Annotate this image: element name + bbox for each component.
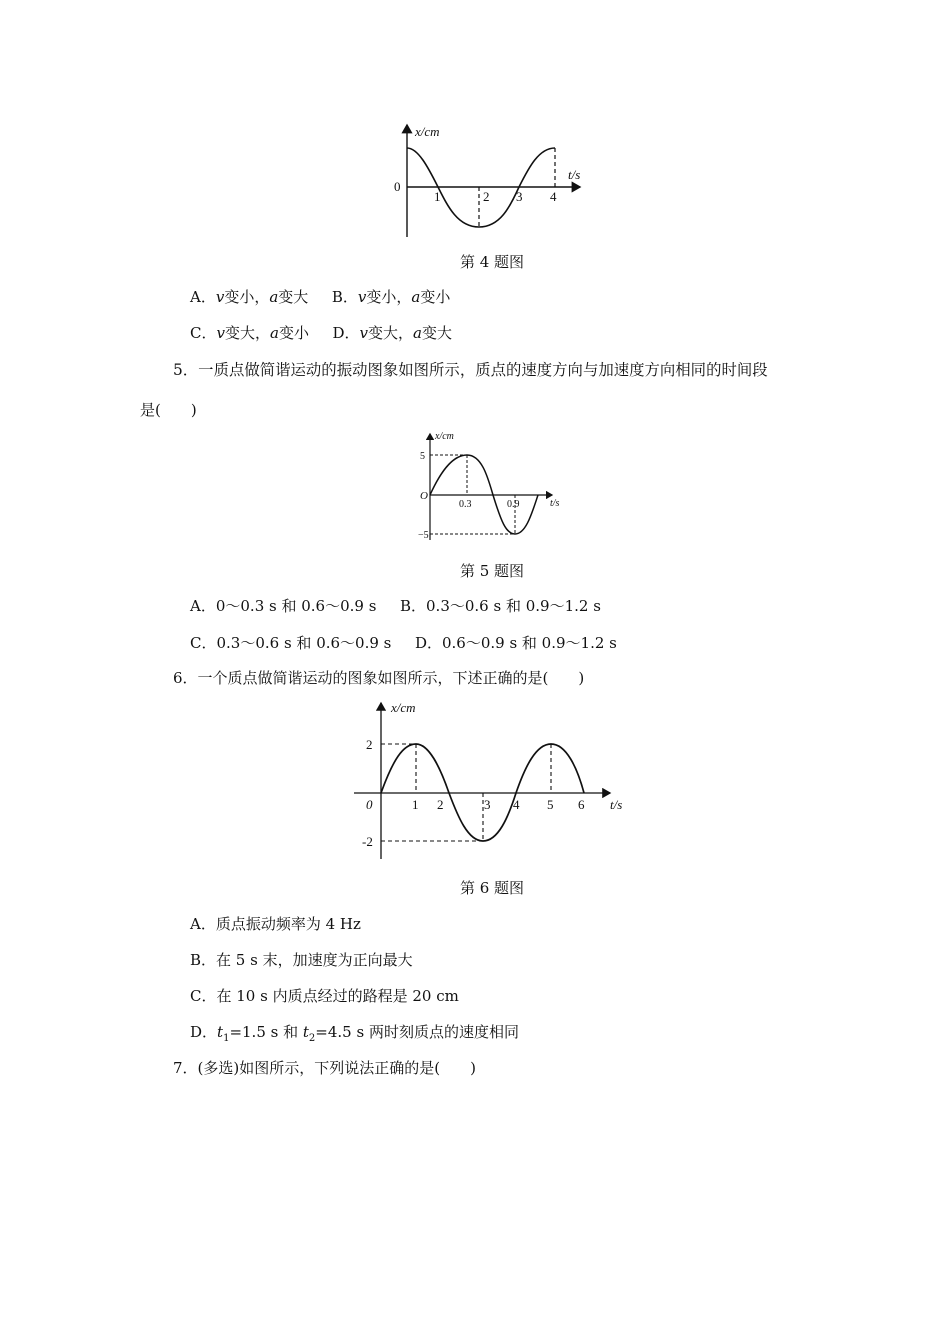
- q4-option-c: C．v变大，a变小: [190, 324, 309, 342]
- q4-options-cd: [190, 323, 452, 343]
- q5-y-label: x/cm: [435, 431, 454, 442]
- q6-origin: 0: [366, 797, 373, 812]
- q5-tick-09: 0.9: [507, 499, 520, 510]
- q5-graph: [418, 428, 568, 546]
- q6-option-d: D．$t_1=1.5$ s 和 $t_2=4.5$ s 两时刻质点的速度相同: [190, 1023, 519, 1044]
- q4-graph: [380, 115, 610, 245]
- q6-caption: 第 6 题图: [459, 879, 525, 897]
- q6-x-label: t/s: [610, 797, 623, 812]
- q5-stem-line2: 是( ): [140, 401, 197, 419]
- q6-option-a: A．质点振动频率为 4 Hz: [190, 915, 361, 933]
- q7-stem: 7．(多选)如图所示，下列说法正确的是( ): [173, 1059, 476, 1077]
- q4-tick-2: 2: [483, 189, 490, 204]
- q4-tick-1: 1: [434, 189, 441, 204]
- q5-option-d: D．0.6～0.9 s 和 0.9～1.2 s: [414, 634, 617, 652]
- q4-tick-4: 4: [550, 189, 557, 204]
- q6-option-c: C．在 10 s 内质点经过的路程是 20 cm: [190, 987, 459, 1005]
- q5-y-bottom: −5: [418, 530, 429, 541]
- q6-tick-6: 6: [578, 797, 585, 812]
- q5-options-cd: [190, 633, 617, 653]
- q5-origin: O: [420, 490, 428, 502]
- q5-option-b: B．0.3～0.6 s 和 0.9～1.2 s: [399, 597, 601, 615]
- q4-caption: 第 4 题图: [459, 253, 525, 271]
- q4-tick-3: 3: [516, 189, 523, 204]
- q4-x-label: t/s: [568, 167, 581, 182]
- q5-y-top: 5: [420, 451, 425, 462]
- q4-option-d: D．v变大，a变大: [332, 324, 453, 342]
- q5-x-label: t/s: [550, 498, 560, 509]
- q5-option-a: A．0～0.3 s 和 0.6～0.9 s: [190, 597, 377, 615]
- q6-y-bottom: -2: [362, 834, 373, 849]
- q6-tick-3: 3: [484, 797, 491, 812]
- q4-origin: 0: [394, 179, 401, 194]
- q4-y-label: x/cm: [415, 124, 440, 139]
- q6-y-label: x/cm: [391, 700, 416, 715]
- q5-option-c: C．0.3～0.6 s 和 0.6～0.9 s: [190, 634, 392, 652]
- q6-tick-1: 1: [412, 797, 419, 812]
- q5-options-ab: [190, 596, 601, 616]
- q6-tick-2: 2: [437, 797, 444, 812]
- q6-tick-4: 4: [513, 797, 520, 812]
- q5-tick-03: 0.3: [459, 499, 472, 510]
- q4-options-ab: [190, 287, 450, 307]
- q5-stem-line1: 5．一质点做简谐运动的振动图象如图所示，质点的速度方向与加速度方向相同的时间段: [173, 361, 768, 379]
- q4-option-a: A．v变小，a变大: [190, 288, 309, 306]
- q4-option-b: B．v变小，a变小: [331, 288, 451, 306]
- q5-caption: 第 5 题图: [459, 562, 525, 580]
- q6-graph: [348, 697, 638, 862]
- q6-y-top: 2: [366, 737, 373, 752]
- q6-tick-5: 5: [547, 797, 554, 812]
- q6-stem: 6．一个质点做简谐运动的图象如图所示，下述正确的是( ): [173, 669, 585, 687]
- q6-option-b: B．在 5 s 末，加速度为正向最大: [190, 951, 413, 969]
